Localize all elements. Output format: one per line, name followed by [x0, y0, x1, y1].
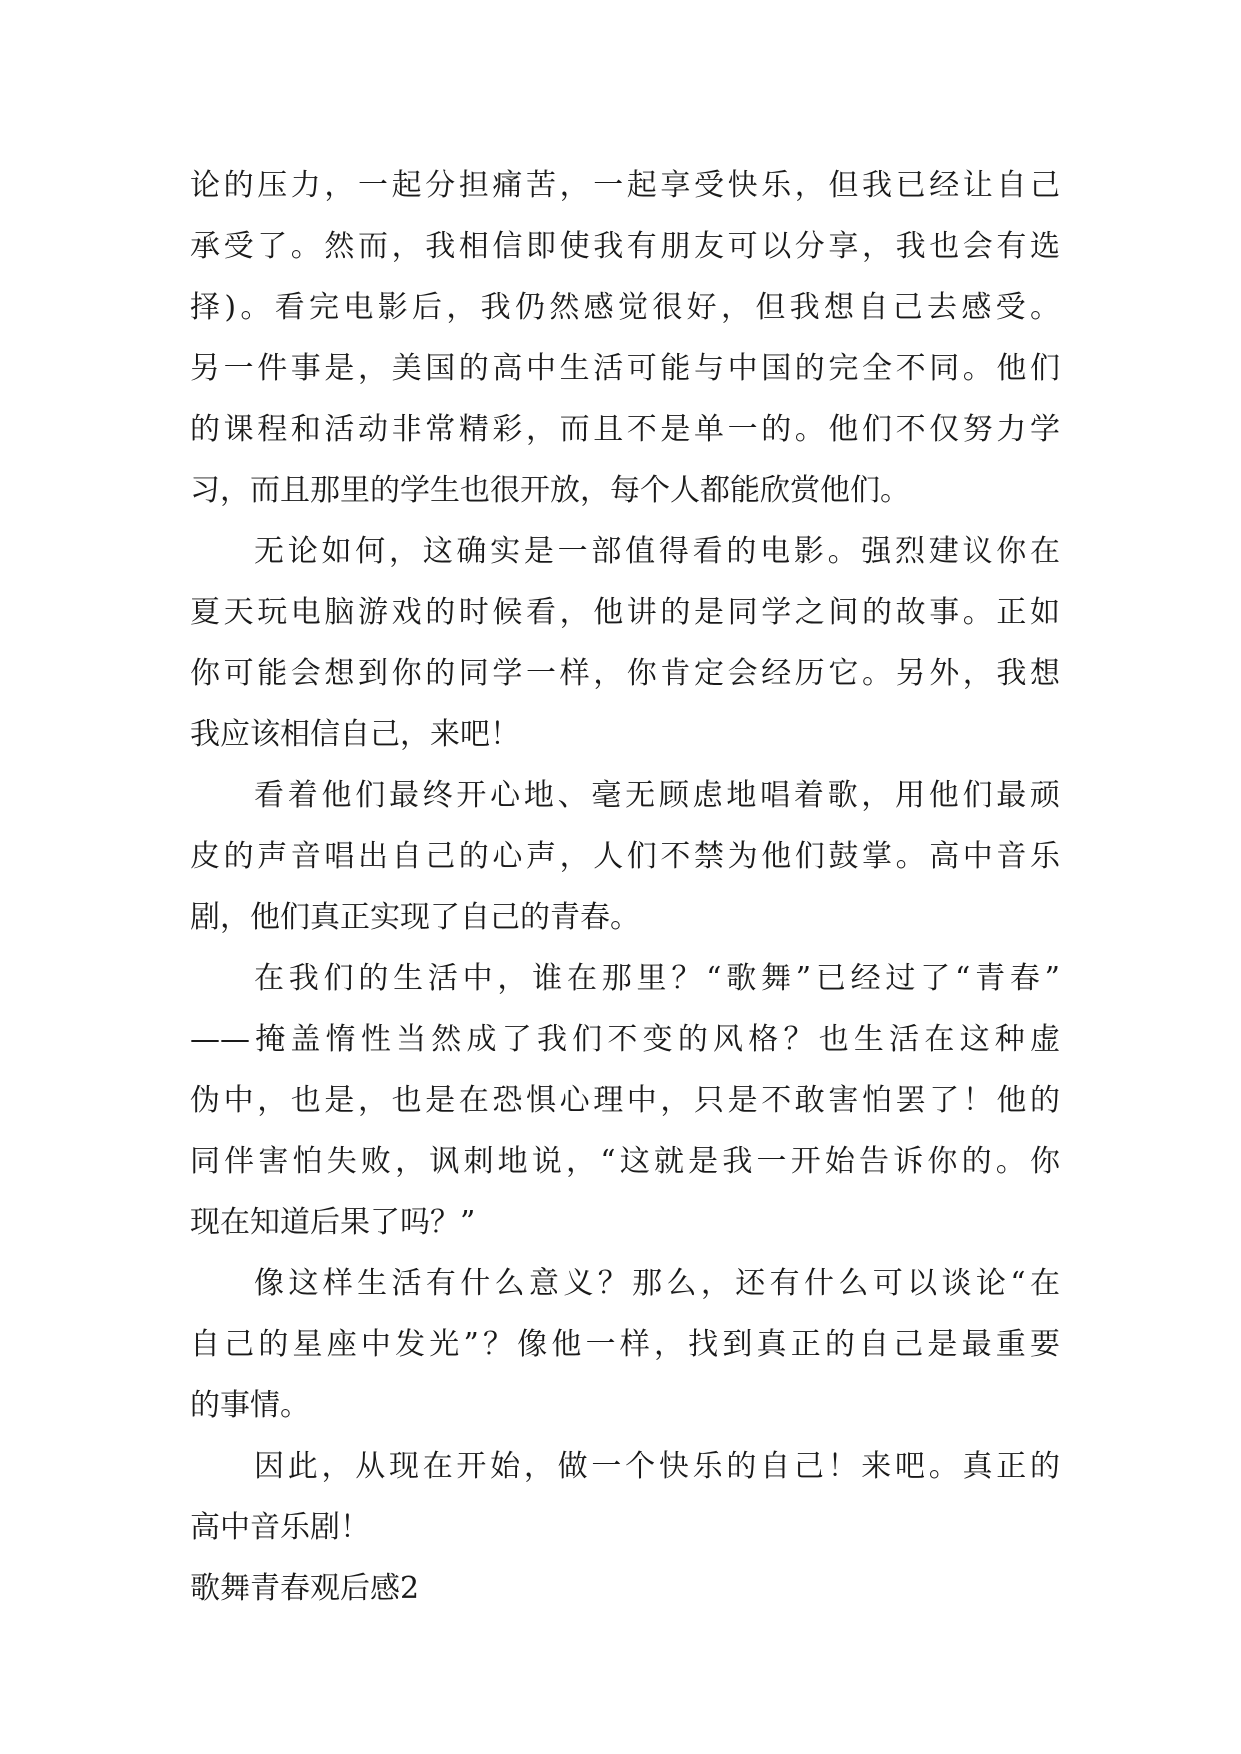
text-line: 伪中，也是，也是在恐惧心理中，只是不敢害怕罢了！他的 [190, 1083, 1060, 1118]
paragraph-first-line: 看着他们最终开心地、毫无顾虑地唱着歌，用他们最顽 [254, 778, 1060, 813]
text-line: 我应该相信自己，来吧！ [190, 717, 520, 752]
text-line: 承受了。然而，我相信即使我有朋友可以分享，我也会有选 [190, 229, 1060, 264]
text-line: 同伴害怕失败，讽刺地说，“这就是我一开始告诉你的。你 [190, 1144, 1060, 1179]
text-line: 高中音乐剧！ [190, 1510, 370, 1545]
text-line: 自己的星座中发光”？像他一样，找到真正的自己是最重要 [190, 1327, 1060, 1362]
paragraph-first-line: 在我们的生活中，谁在那里？“歌舞”已经过了“青春” [254, 961, 1060, 996]
paragraph-first-line: 因此，从现在开始，做一个快乐的自己！来吧。真正的 [254, 1449, 1060, 1484]
text-line: 皮的声音唱出自己的心声，人们不禁为他们鼓掌。高中音乐 [190, 839, 1060, 874]
text-line: 习，而且那里的学生也很开放，每个人都能欣赏他们。 [190, 473, 910, 508]
document-body [190, 155, 1060, 1619]
text-line: 剧，他们真正实现了自己的青春。 [190, 900, 640, 935]
text-line: 你可能会想到你的同学一样，你肯定会经历它。另外，我想 [190, 656, 1060, 691]
text-line: 的事情。 [190, 1388, 310, 1423]
section-heading: 歌舞青春观后感2 [190, 1571, 420, 1606]
text-line: 择)。看完电影后，我仍然感觉很好，但我想自己去感受。 [190, 290, 1060, 325]
text-line: 论的压力，一起分担痛苦，一起享受快乐，但我已经让自己 [190, 168, 1060, 203]
paragraph-first-line: 无论如何，这确实是一部值得看的电影。强烈建议你在 [254, 534, 1060, 569]
text-line: ——掩盖惰性当然成了我们不变的风格？也生活在这种虚 [190, 1022, 1060, 1057]
text-line: 现在知道后果了吗？” [190, 1205, 476, 1240]
text-line: 夏天玩电脑游戏的时候看，他讲的是同学之间的故事。正如 [190, 595, 1060, 630]
paragraph-first-line: 像这样生活有什么意义？那么，还有什么可以谈论“在 [254, 1266, 1060, 1301]
text-line: 的课程和活动非常精彩，而且不是单一的。他们不仅努力学 [190, 412, 1060, 447]
text-line: 另一件事是，美国的高中生活可能与中国的完全不同。他们 [190, 351, 1060, 386]
